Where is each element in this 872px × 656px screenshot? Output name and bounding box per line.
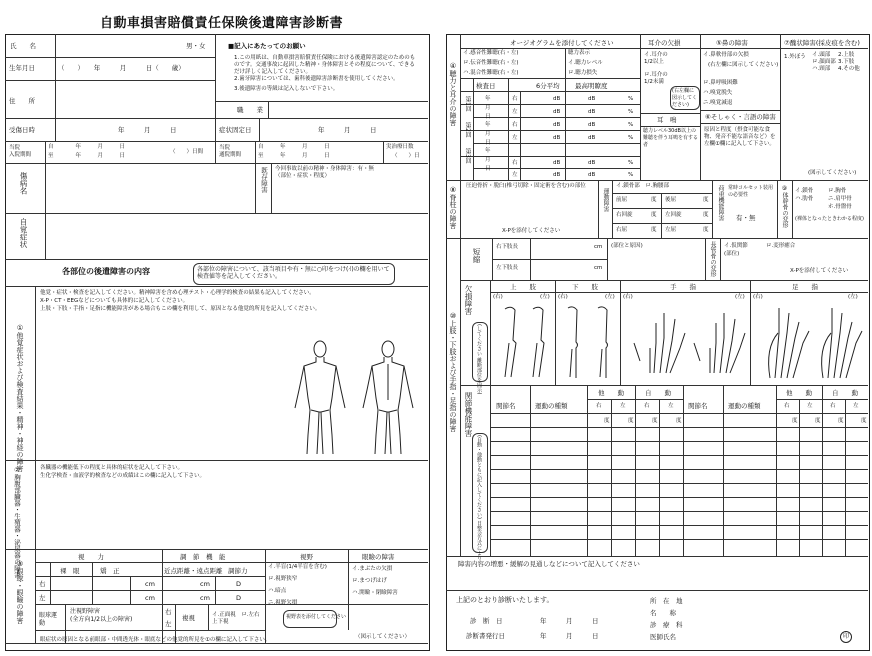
ymd-2-day: 日 [485, 140, 491, 146]
lbend-deg: 度 [703, 227, 709, 233]
pass-r-2: 右 [784, 403, 790, 409]
s1-text-3: 上肢・下肢・手指・足指に機能障害がある場合もこの欄を利用して、原因となる他覚的所見を記入してください。 [40, 306, 321, 312]
shorten-opts: (部位と原因) [611, 243, 643, 249]
name-field[interactable] [56, 35, 176, 56]
limb-header-foot: 足 指 [792, 283, 818, 291]
deg-b4: 度 [861, 418, 867, 424]
deg-b1: 度 [792, 418, 798, 424]
pct-1: % [628, 96, 634, 102]
hosp-label: 当院 入院期間 [9, 145, 32, 158]
outp-from[interactable]: 自 年 月 日 [258, 144, 330, 150]
eye-right-label: 右 [39, 580, 46, 588]
s3-label: ③眼球・眼瞼の障害 [16, 560, 24, 624]
loss-label: 欠損障害 [464, 285, 473, 315]
motility-left: 左 [165, 620, 172, 628]
ear-figure-note: (右左欄に図示してください) [672, 88, 698, 108]
form-title: 自動車損害賠償責任保険後遺障害診断書 [100, 16, 344, 31]
long-bone-item-2: ロ.変形癒合 [766, 243, 796, 249]
passive-header-2: 他 動 [786, 389, 812, 397]
nose-item-3: ハ.嗅覚脱失 [703, 90, 733, 96]
ext-deg: 度 [703, 197, 709, 203]
lrot-label: 左回旋 [665, 212, 682, 218]
deg-a1: 度 [604, 418, 610, 424]
hosp-to[interactable]: 至 年 月 日 [48, 153, 126, 159]
subjective-label: 自覚症状 [19, 218, 28, 248]
motion-label: 運動障害 [602, 188, 609, 212]
dept-label: 診 療 科 [650, 621, 683, 629]
prognosis-label: 障害内容の増悪・緩解の見通しなどについて記入してください [458, 560, 640, 568]
side-hand-r: (右) [623, 294, 633, 300]
l-leg-label: 左下肢長 [496, 265, 519, 271]
leg-bones-figure [560, 303, 618, 383]
ear-defect-header: 耳介の欠損 [648, 39, 681, 47]
eyelid-item-1: イ.まぶたの欠損 [352, 566, 393, 572]
l-leg-cm: cm [594, 265, 603, 271]
ymd-2-mo: 月 [485, 131, 491, 137]
pct-4: % [628, 135, 634, 141]
left-d: D [236, 594, 242, 602]
joint-header-2: 関節名 [688, 402, 708, 410]
max-clarity-header: 最高明瞭度 [575, 82, 608, 90]
corrected-header: 矯 正 [100, 567, 120, 575]
ymd-1-mo: 月 [485, 105, 491, 111]
vision-header: 視 力 [78, 553, 104, 561]
arm-bones-figure [495, 303, 553, 383]
deg-b3: 度 [838, 418, 844, 424]
s9-label: ⑨体幹骨の変形 [781, 185, 788, 228]
field-item-3: ハ.暗点 [268, 588, 287, 594]
diagnosis-label: 傷病名 [19, 172, 28, 195]
s1-label: ①他覚症状および検査結果・精神・神経の障害 [16, 324, 24, 472]
actual-days-field[interactable]: （ ）日 [392, 153, 420, 159]
flex-label: 前屈 [616, 197, 628, 203]
s7-item-1: 1.外ぼう [784, 54, 806, 60]
load-yes-no[interactable]: 有・無 [736, 214, 756, 222]
db-6: dB [553, 172, 561, 178]
facility-name-label: 名 称 [650, 609, 676, 617]
db-1: dB [553, 96, 561, 102]
field-header: 視野 [300, 553, 313, 561]
r1-right: 右 [512, 96, 518, 102]
right-d: D [236, 580, 242, 588]
s9-item-3: ハ.肋骨 [795, 196, 814, 202]
s7-header: ⑦醜状障害(採皮痕を含む) [784, 39, 860, 47]
s8-label: ⑧脊柱の障害 [449, 186, 457, 229]
ear-defect-item-1: イ.耳介の1/2以上 [644, 52, 668, 65]
body-front-figure [290, 340, 350, 458]
pass-l-2: 左 [807, 403, 813, 409]
load-label: 荷重機能障害 [717, 185, 724, 221]
issue-date-label: 診断書発行日 [466, 632, 505, 640]
injury-date-label: 受傷日時 [9, 126, 35, 134]
diplopia-label: 複視 [182, 614, 195, 622]
side-hand-l: (左) [735, 294, 745, 300]
dob-field[interactable]: （ ） 年 月 日（ 歳） [58, 64, 185, 72]
rbend-deg: 度 [651, 227, 657, 233]
ear-defect-item-2: ロ.耳介の1/2未満 [644, 72, 668, 85]
naked-eye-header: 裸 眼 [60, 567, 80, 575]
location-label: 所 在 地 [650, 597, 683, 605]
notice-item-3: 3.後遺障害の等級は記入しないで下さい。 [234, 86, 339, 92]
right-cm-2: cm [200, 580, 210, 588]
field-item-4: ニ.視野欠損 [268, 600, 298, 606]
s2-label: ②胸腹部臓器・生殖器・泌尿器の障害 [13, 466, 21, 578]
gaze-field-label: 注視野障害 (全方向1/2以上の障害) [70, 608, 133, 623]
limb-header-arm: 上 肢 [510, 283, 536, 291]
db-8: dB [588, 109, 596, 115]
s9-item-4: ニ.肩甲骨 [828, 196, 852, 202]
side-foot-l: (左) [848, 294, 858, 300]
side-foot-r: (右) [753, 294, 763, 300]
r3-left: 左 [512, 172, 518, 178]
eye-left-label: 左 [39, 594, 46, 602]
hosp-days[interactable]: （ ）日間 [170, 149, 204, 155]
accom-header: 調 節 機 能 [180, 553, 226, 561]
s7-item-7: 4.その他 [838, 66, 860, 72]
db-3: dB [553, 122, 561, 128]
nose-note: (右左欄に図示してください) [708, 62, 779, 68]
rom-note: (自動・他動ともに記入してください) 日整会方式により [476, 435, 482, 561]
db-10: dB [588, 135, 596, 141]
nose-item-2: ロ.鼻呼吸困難 [703, 80, 738, 86]
rom-label: 関節機能障害 [464, 392, 473, 437]
side-arm-r: (右) [493, 294, 503, 300]
r3-right: 右 [512, 160, 518, 166]
ext-label: 後屈 [665, 197, 677, 203]
s2-text-1: 各臓器の機能低下の程度と具体的症状を記入して下さい。 [40, 465, 184, 471]
s7-item-3: ロ.顔面部 [812, 59, 836, 65]
aud-item2-3: ロ.聴力損失 [568, 70, 598, 76]
field-item-1: イ.半盲(1/4半盲を含む) [268, 564, 327, 570]
pct-6: % [628, 172, 634, 178]
aud-item2-1: 聴力表示 [568, 50, 591, 56]
s5-header: ⑤鼻の障害 [716, 39, 748, 47]
aud-item-3: ハ.混合性難聴(右・左) [463, 70, 519, 76]
db-5: dB [553, 160, 561, 166]
tinnitus-note: 聴力レベル30dB以上の難聴を伴う耳鳴を有する者 [643, 128, 699, 148]
act-r-1: 右 [644, 403, 650, 409]
ymd-2-yr: 年 [485, 122, 491, 128]
limb-header-hand: 手 指 [670, 283, 696, 291]
r1-left: 左 [512, 109, 518, 115]
ymd-3-mo: 月 [485, 157, 491, 163]
shortening-label: 短縮 [472, 248, 481, 263]
pct-3: % [628, 122, 634, 128]
eye-footer: 眼症状の原因となる前眼部・中間透光体・眼底などの他覚的所見を①の欄に記入して下さい。 [40, 637, 271, 643]
rrot-deg: 度 [651, 212, 657, 218]
rbend-label: 右屈 [616, 227, 628, 233]
hand-bones-figure [630, 303, 745, 383]
address-label: 住 所 [9, 97, 35, 105]
hosp-from[interactable]: 自 年 月 日 [48, 144, 126, 150]
gender-option[interactable]: 男・女 [186, 42, 206, 50]
long-bone-label: 長管骨の変形 [709, 241, 716, 277]
left-cm-1: cm [145, 594, 155, 602]
s7-note: (図示してください) [808, 170, 857, 176]
test-date-header: 検査日 [476, 82, 496, 90]
flex-deg: 度 [651, 197, 657, 203]
load-note: 常時コルセット装用の必要性 [728, 185, 774, 198]
ribs-options: イ.鎖骨部 ロ.胸腰部 [616, 183, 669, 189]
rrot-label: 右回旋 [616, 212, 633, 218]
name-label: 氏 名 [10, 42, 36, 50]
field-item-2: ロ.視野狭窄 [268, 576, 298, 582]
notice-item-2: 2.歯牙障害については、歯科後遺障害診断書を使用してください。 [234, 76, 399, 82]
db-7: dB [588, 96, 596, 102]
notice-item-1: 1.この用紙は、自動車損害賠償責任保険における後遺障害認定のためのものです。交通事故に起因した精神・身体障害とその程度について、できるだけ詳しく記入してください。 [234, 55, 416, 75]
nose-item-4: ニ.嗅覚減退 [703, 100, 733, 106]
section-header: 各部位の後遺障害の内容 [62, 267, 150, 276]
dob-label: 生年月日 [9, 64, 35, 72]
foot-bones-figure [755, 303, 865, 383]
symptom-fixed-label: 症状固定日 [219, 126, 252, 134]
joint-header-1: 関節名 [496, 402, 516, 410]
outp-to[interactable]: 至 年 月 日 [258, 153, 330, 159]
injury-date-field[interactable]: 年 月 日 [118, 126, 177, 134]
side-arm-l: (左) [540, 294, 550, 300]
active-header-2: 自 動 [832, 389, 858, 397]
pct-2: % [628, 109, 634, 115]
r2-left: 左 [512, 135, 518, 141]
spine-xp: 圧迫骨折・脱臼(椎弓切除・固定術を含む)の部位 [466, 183, 586, 189]
figure-note-eye: （図示してください） [355, 634, 411, 640]
outp-label: 当院 通院期間 [219, 145, 242, 158]
eyelid-item-3: ハ.開瞼・閉瞼障害 [352, 590, 398, 596]
test-time-1: 第1回 [464, 96, 471, 112]
lbend-label: 左屈 [665, 227, 677, 233]
job-label: 職 業 [237, 106, 263, 114]
pass-r-1: 右 [596, 403, 602, 409]
ymd-1-yr: 年 [485, 96, 491, 102]
diag-date-field[interactable]: 年 月 日 [540, 617, 599, 625]
near-far-header: 近点距離・遠点距離 [164, 567, 223, 575]
s10-label: ⑩上肢・下肢および手指・足指の障害 [449, 312, 457, 432]
passive-header-1: 他 動 [598, 389, 624, 397]
eyelid-item-2: ロ.まつげはげ [352, 578, 387, 584]
audiogram-note: オージオグラムを添付してください [510, 39, 614, 47]
left-cm-2: cm [200, 594, 210, 602]
movement-header-2: 運動の種類 [728, 402, 761, 410]
s4-label: ④聴力と耳介の障害 [449, 62, 457, 126]
active-header-1: 自 動 [645, 389, 671, 397]
s2-text-2: 生化学検査・血液学的検査などの成績はこの欄に記入して下さい。 [40, 473, 206, 479]
ymd-3-day: 日 [485, 166, 491, 172]
aud-item-1: イ.感音性難聴(右・左) [463, 50, 519, 56]
issue-date-field[interactable]: 年 月 日 [540, 632, 599, 640]
prior-text: 今回事故以前の精神・身体障害：有・無 （部位・症状・程度） [275, 166, 375, 179]
ymd-3-yr: 年 [485, 148, 491, 154]
range-header: 調節力 [228, 567, 248, 575]
avg6-header: 6分平均 [536, 82, 560, 90]
s6-text: 原因と程度（摂食可能な食物、発音不能な語音など）を左欄①欄に記入して下さい。 [704, 127, 776, 147]
side-leg-r: (右) [558, 294, 568, 300]
motility-label: 眼球運動 [39, 612, 58, 627]
deg-b2: 度 [815, 418, 821, 424]
body-back-figure [358, 340, 418, 458]
s1-text-1: 他覚・症状・検査を記入してください。精神障害を含め心理テスト・心理学的検査の結果も記入してください。 [40, 290, 315, 296]
long-bone-item-1: イ.仮関節 [724, 243, 748, 249]
field-note: 視野表を添付してください [286, 614, 347, 620]
r2-right: 右 [512, 122, 518, 128]
db-12: dB [588, 172, 596, 178]
side-leg-l: (左) [605, 294, 615, 300]
r-leg-label: 右下肢長 [496, 244, 519, 250]
s7-item-4: ハ.頸部 [812, 66, 831, 72]
nose-item-1: イ.鼻軟骨部の欠損 [703, 52, 749, 58]
pct-5: % [628, 160, 634, 166]
s9-item-5: ホ.骨盤骨 [828, 204, 852, 210]
attest-text: 上記のとおり診断いたします。 [456, 596, 554, 604]
symptom-fixed-field[interactable]: 年 月 日 [318, 126, 377, 134]
lrot-deg: 度 [703, 212, 709, 218]
s7-item-6: 3.下肢 [838, 59, 855, 65]
diag-date-label: 診 断 日 [470, 617, 503, 625]
notice-title: ■記入にあたってのお願い [228, 42, 306, 50]
right-cm-1: cm [145, 580, 155, 588]
eyelid-header: 眼瞼の障害 [362, 553, 395, 561]
deg-a4: 度 [676, 418, 682, 424]
act-l-2: 左 [853, 403, 859, 409]
db-11: dB [588, 160, 596, 166]
section-note: 各部位の障害について、該当項目や有・無に○印をつけ(ｲ)の欄を用いて検査値等を記入してください。 [197, 266, 390, 280]
test-time-2: 第2回 [464, 122, 471, 138]
db-4: dB [553, 135, 561, 141]
diplopia-options: イ.正面視 ロ.左右上下視 [212, 612, 260, 625]
prior-label: 既存障害 [260, 167, 268, 193]
xp-note-10: X-Pを添付してください [790, 268, 849, 274]
db-9: dB [588, 122, 596, 128]
doctor-label: 医師氏名 [650, 633, 676, 641]
s9-item-2: ロ.胸骨 [828, 188, 847, 194]
tinnitus-label: 耳 鳴 [657, 116, 677, 124]
ymd-1-day: 日 [485, 114, 491, 120]
actual-days-label: 実治療日数 [386, 144, 414, 150]
db-2: dB [553, 109, 561, 115]
s7-item-5: 2.上肢 [838, 52, 855, 58]
act-l-1: 左 [668, 403, 674, 409]
aud-item2-2: イ.聴力レベル [568, 60, 603, 66]
loss-note: (してください 離断部位を図示) [476, 324, 482, 395]
s9-note: (裸体となったときわかる程度) [795, 216, 864, 222]
deg-a3: 度 [652, 418, 658, 424]
r-leg-cm: cm [594, 244, 603, 250]
s1-text-2: X-P・CT・EEGなどについても具体的に記入してください。 [40, 298, 189, 304]
act-r-2: 右 [830, 403, 836, 409]
s9-item-1: イ.鎖骨 [795, 188, 814, 194]
motility-right: 右 [165, 608, 172, 616]
seal-icon: 印 [840, 631, 852, 643]
long-bone-part: (部位) [724, 251, 740, 257]
s7-item-2: イ.頭部 [812, 52, 831, 58]
test-time-3: 第3回 [464, 148, 471, 164]
aud-item-2: ロ.伝音性難聴(右・左) [463, 60, 519, 66]
spine-xp-note: X-Pを添付してください [502, 228, 561, 234]
movement-header-1: 運動の種類 [535, 402, 568, 410]
pass-l-1: 左 [620, 403, 626, 409]
deg-a2: 度 [628, 418, 634, 424]
s6-header: ⑥そしゃく・言語の障害 [705, 113, 776, 121]
limb-header-leg: 下 肢 [572, 283, 598, 291]
